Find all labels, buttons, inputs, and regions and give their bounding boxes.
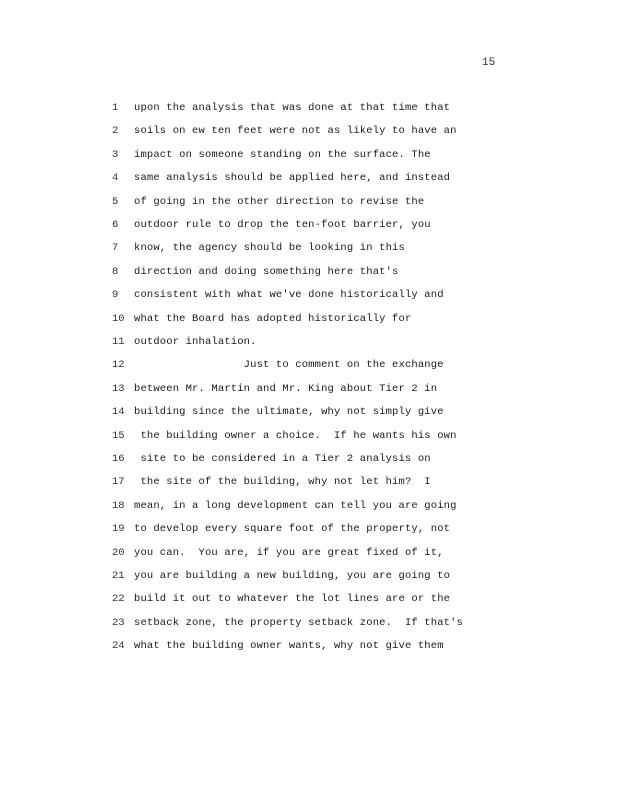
line-number: 1 [112,102,119,114]
line-text: you can. You are, if you are great fixed of it, [134,546,444,559]
line-text: what the Board has adopted historically for [134,312,412,325]
line-text: of going in the other direction to revise the [134,195,425,208]
transcript-line [0,381,619,397]
transcript-line [0,428,619,444]
line-number: 2 [112,125,119,138]
transcript-line [0,615,619,631]
transcript-line [0,123,619,139]
line-number: 7 [112,242,119,255]
line-text: Just to comment on the exchange [134,359,444,372]
line-text: build it out to whatever the lot lines are or the [134,593,451,606]
transcript-line [0,100,619,116]
line-text: you are building a new building, you are going to [134,570,451,582]
transcript-line [0,451,619,467]
line-text: building since the ultimate, why not simply give [134,406,444,419]
line-text: consistent with what we've done historically and [134,289,444,302]
transcript-line [0,264,619,280]
line-text: outdoor inhalation. [134,336,257,348]
transcript-line [0,194,619,210]
line-number: 10 [112,312,125,325]
line-number: 22 [112,593,125,606]
line-number: 5 [112,195,119,208]
line-number: 17 [112,476,125,489]
transcript-line [0,404,619,420]
line-number: 18 [112,499,125,512]
line-text: to develop every square foot of the property, not [134,523,451,536]
line-text: the building owner a choice. If he wants his own [134,429,457,442]
line-text: site to be considered in a Tier 2 analysis on [134,453,431,465]
transcript-line [0,287,619,303]
transcript-line [0,147,619,163]
line-text: know, the agency should be looking in this [134,242,405,255]
line-text: what the building owner wants, why not give them [134,640,444,653]
line-number: 3 [112,148,119,161]
transcript-line [0,638,619,654]
transcript-line [0,240,619,256]
transcript-line [0,568,619,584]
line-text: upon the analysis that was done at that time that [134,102,451,114]
line-text: outdoor rule to drop the ten-foot barrier, you [134,219,431,231]
line-number: 9 [112,289,119,302]
line-text: direction and doing something here that's [134,265,399,278]
page-number: 15 [482,57,496,69]
line-text: same analysis should be applied here, and instead [134,172,451,185]
line-number: 20 [112,546,125,559]
line-text: setback zone, the property setback zone. If that's [134,616,464,629]
line-number: 21 [112,570,125,582]
transcript-line [0,474,619,490]
line-number: 11 [112,336,125,348]
line-number: 15 [112,429,125,442]
line-text: soils on ew ten feet were not as likely to have an [134,125,457,138]
line-number: 14 [112,406,125,419]
line-text: the site of the building, why not let him? I [134,476,431,489]
transcript-line [0,521,619,537]
line-number: 4 [112,172,119,185]
line-number: 23 [112,616,125,629]
transcript-line [0,311,619,327]
line-text: between Mr. Martin and Mr. King about Tier 2 in [134,382,438,395]
line-number: 6 [112,219,119,231]
line-number: 12 [112,359,125,372]
line-number: 16 [112,453,125,465]
transcript-line [0,334,619,350]
transcript-line [0,591,619,607]
transcript-line [0,217,619,233]
line-number: 24 [112,640,125,653]
line-text: mean, in a long development can tell you are going [134,499,457,512]
transcript-line [0,357,619,373]
line-number: 13 [112,382,125,395]
line-number: 8 [112,265,119,278]
transcript-line [0,170,619,186]
transcript-line [0,498,619,514]
line-text: impact on someone standing on the surface. The [134,148,431,161]
transcript-line [0,545,619,561]
line-number: 19 [112,523,125,536]
